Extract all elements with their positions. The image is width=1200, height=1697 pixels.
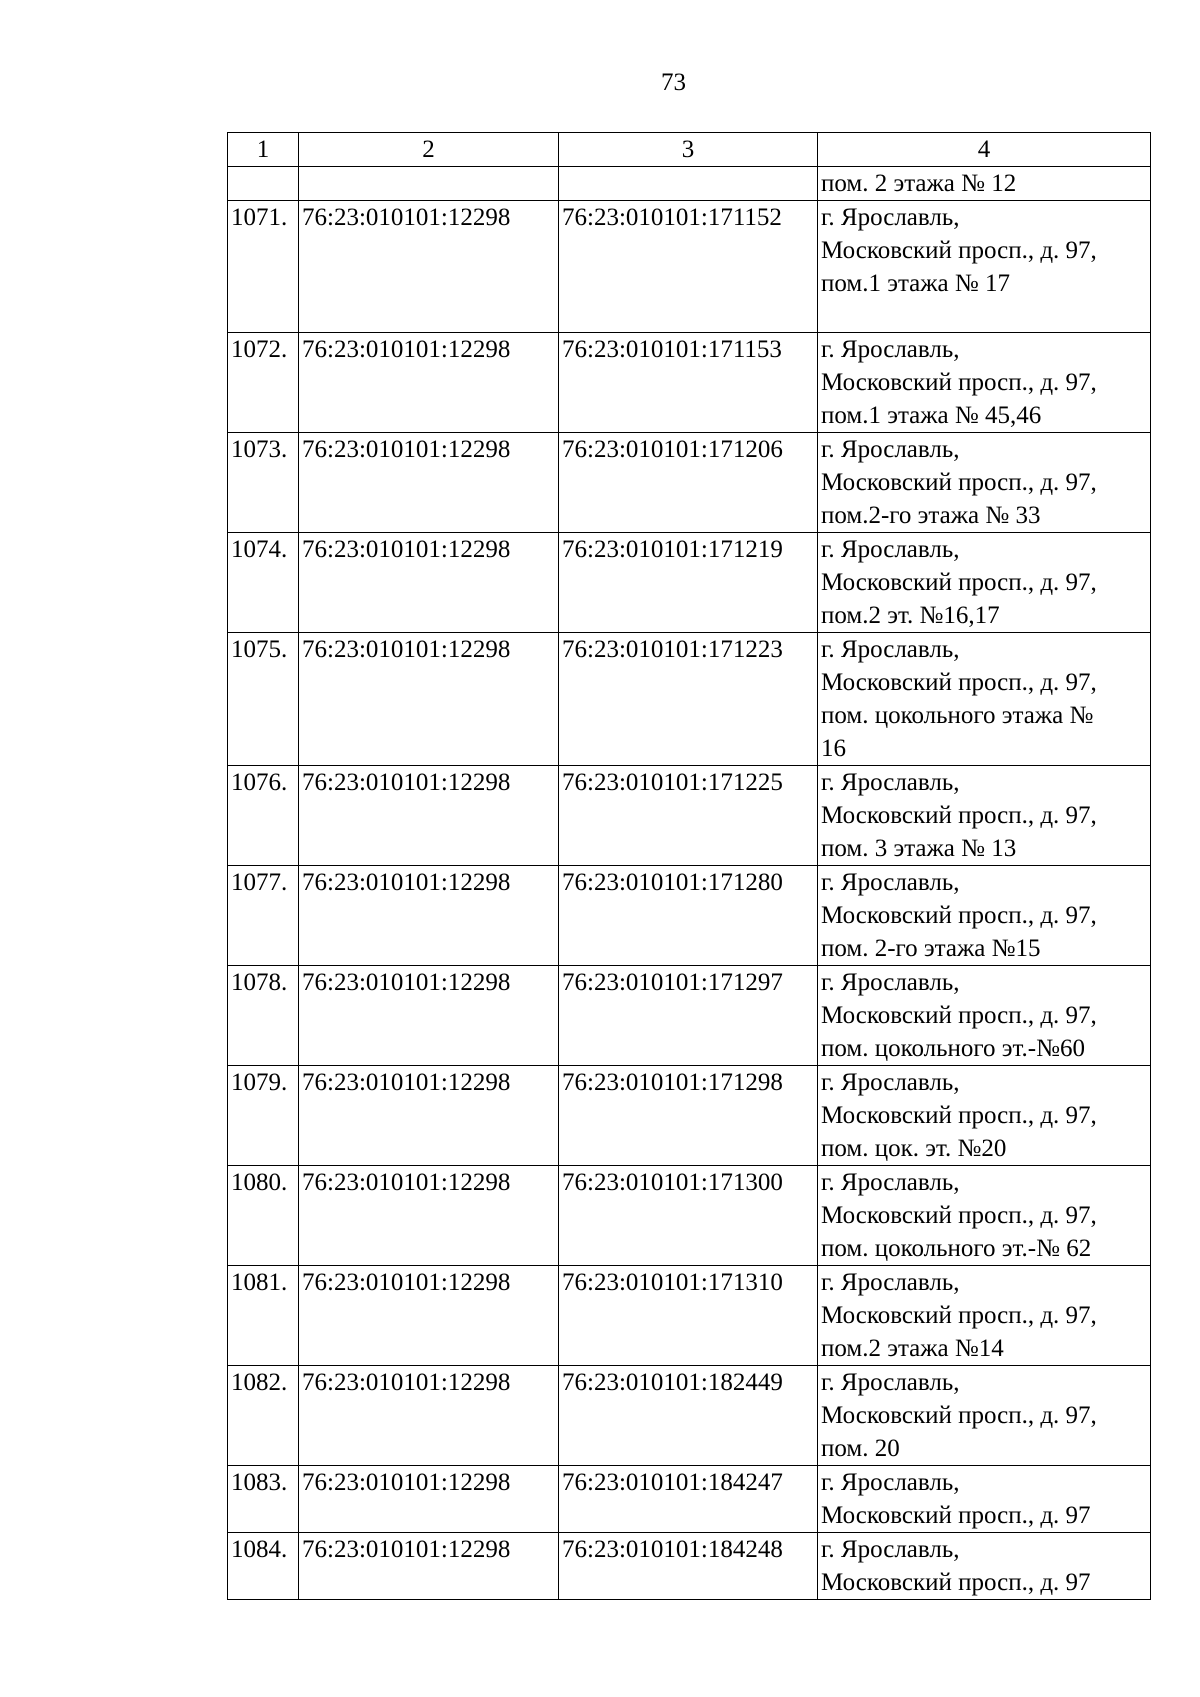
- address-line: г. Ярославль,: [821, 769, 960, 796]
- row-number-cell: 1071.: [228, 201, 299, 333]
- table-row: [228, 201, 1151, 333]
- address-line: г. Ярославль,: [821, 969, 960, 996]
- address-line: Московский просп., д. 97: [821, 1569, 1091, 1596]
- address-cell: [818, 167, 1151, 201]
- address-line: Московский просп., д. 97,: [821, 469, 1097, 496]
- address-line: г. Ярославль,: [821, 436, 960, 463]
- row-number-cell: 1076.: [228, 766, 299, 866]
- address-line: Московский просп., д. 97,: [821, 902, 1097, 929]
- header-col-4: 4: [818, 133, 1151, 167]
- address-line: Московский просп., д. 97,: [821, 237, 1097, 264]
- address-cell: [818, 433, 1151, 533]
- address-line: г. Ярославль,: [821, 536, 960, 563]
- address-line: Московский просп., д. 97,: [821, 669, 1097, 696]
- object-number-cell: 76:23:010101:171206: [559, 433, 818, 533]
- table-row: [228, 1266, 1151, 1366]
- address-line: пом. 2 этажа № 12: [821, 170, 1017, 197]
- address-line: г. Ярославль,: [821, 204, 960, 231]
- address-cell: [818, 866, 1151, 966]
- table-row: [228, 866, 1151, 966]
- object-number-cell: 76:23:010101:182449: [559, 1366, 818, 1466]
- address-line: г. Ярославль,: [821, 1169, 960, 1196]
- address-line: Московский просп., д. 97,: [821, 1402, 1097, 1429]
- parcel-number-cell: 76:23:010101:12298: [299, 966, 559, 1066]
- object-number-cell: 76:23:010101:171152: [559, 201, 818, 333]
- address-line: Московский просп., д. 97,: [821, 569, 1097, 596]
- address-line: пом.2 эт. №16,17: [821, 602, 1000, 629]
- address-line: г. Ярославль,: [821, 636, 960, 663]
- table-body: [228, 167, 1151, 1600]
- table-row: [228, 1366, 1151, 1466]
- address-line: г. Ярославль,: [821, 336, 960, 363]
- header-col-1: 1: [228, 133, 299, 167]
- row-number-cell: [228, 167, 299, 201]
- row-number-cell: 1075.: [228, 633, 299, 766]
- address-line: пом. 3 этажа № 13: [821, 835, 1017, 862]
- table-row: [228, 333, 1151, 433]
- address-line: Московский просп., д. 97,: [821, 369, 1097, 396]
- address-cell: [818, 766, 1151, 866]
- row-number-cell: 1083.: [228, 1466, 299, 1533]
- address-line: пом.2-го этажа № 33: [821, 502, 1041, 529]
- row-number-cell: 1081.: [228, 1266, 299, 1366]
- parcel-number-cell: 76:23:010101:12298: [299, 1366, 559, 1466]
- row-number-cell: 1072.: [228, 333, 299, 433]
- object-number-cell: 76:23:010101:171298: [559, 1066, 818, 1166]
- page-number: 73: [661, 69, 686, 96]
- parcel-number-cell: 76:23:010101:12298: [299, 201, 559, 333]
- row-number-cell: 1074.: [228, 533, 299, 633]
- parcel-number-cell: 76:23:010101:12298: [299, 1466, 559, 1533]
- address-cell: [818, 1466, 1151, 1533]
- parcel-number-cell: [299, 167, 559, 201]
- address-line: пом.2 этажа №14: [821, 1335, 1004, 1362]
- parcel-number-cell: 76:23:010101:12298: [299, 333, 559, 433]
- table-header-row: [228, 133, 1151, 167]
- header-col-2: 2: [299, 133, 559, 167]
- address-line: пом. 2-го этажа №15: [821, 935, 1041, 962]
- parcel-number-cell: 76:23:010101:12298: [299, 533, 559, 633]
- address-line: Московский просп., д. 97: [821, 1502, 1091, 1529]
- address-line: пом.1 этажа № 17: [821, 270, 1011, 297]
- parcel-number-cell: 76:23:010101:12298: [299, 1166, 559, 1266]
- address-line: г. Ярославль,: [821, 1269, 960, 1296]
- table-row: [228, 433, 1151, 533]
- address-cell: [818, 1066, 1151, 1166]
- address-cell: [818, 1266, 1151, 1366]
- table-row: [228, 1466, 1151, 1533]
- address-cell: [818, 201, 1151, 333]
- table-row: [228, 533, 1151, 633]
- address-line: г. Ярославль,: [821, 869, 960, 896]
- address-line: 16: [821, 735, 846, 762]
- table-row: [228, 1066, 1151, 1166]
- address-line: пом. цокольного эт.-№ 62: [821, 1235, 1092, 1262]
- address-line: Московский просп., д. 97,: [821, 1102, 1097, 1129]
- row-number-cell: 1084.: [228, 1533, 299, 1600]
- row-number-cell: 1079.: [228, 1066, 299, 1166]
- parcel-number-cell: 76:23:010101:12298: [299, 1266, 559, 1366]
- address-cell: [818, 1366, 1151, 1466]
- parcel-number-cell: 76:23:010101:12298: [299, 866, 559, 966]
- parcel-number-cell: 76:23:010101:12298: [299, 766, 559, 866]
- registry-table: [227, 132, 1151, 1600]
- header-col-3: 3: [559, 133, 818, 167]
- address-cell: [818, 533, 1151, 633]
- row-number-cell: 1080.: [228, 1166, 299, 1266]
- object-number-cell: 76:23:010101:171223: [559, 633, 818, 766]
- table-row: [228, 633, 1151, 766]
- row-number-cell: 1073.: [228, 433, 299, 533]
- address-line: г. Ярославль,: [821, 1069, 960, 1096]
- object-number-cell: 76:23:010101:171310: [559, 1266, 818, 1366]
- row-number-cell: 1078.: [228, 966, 299, 1066]
- row-number-cell: 1077.: [228, 866, 299, 966]
- table-row: [228, 167, 1151, 201]
- address-line: г. Ярославль,: [821, 1536, 960, 1563]
- parcel-number-cell: 76:23:010101:12298: [299, 433, 559, 533]
- table-row: [228, 766, 1151, 866]
- address-cell: [818, 333, 1151, 433]
- object-number-cell: 76:23:010101:171219: [559, 533, 818, 633]
- address-line: г. Ярославль,: [821, 1369, 960, 1396]
- address-line: пом. 20: [821, 1435, 900, 1462]
- object-number-cell: 76:23:010101:171297: [559, 966, 818, 1066]
- object-number-cell: 76:23:010101:171300: [559, 1166, 818, 1266]
- table-row: [228, 1166, 1151, 1266]
- table-row: [228, 1533, 1151, 1600]
- object-number-cell: 76:23:010101:171153: [559, 333, 818, 433]
- table-row: [228, 966, 1151, 1066]
- object-number-cell: 76:23:010101:184247: [559, 1466, 818, 1533]
- object-number-cell: 76:23:010101:171225: [559, 766, 818, 866]
- address-line: пом.1 этажа № 45,46: [821, 402, 1042, 429]
- address-line: пом. цок. эт. №20: [821, 1135, 1007, 1162]
- address-line: Московский просп., д. 97,: [821, 802, 1097, 829]
- parcel-number-cell: 76:23:010101:12298: [299, 633, 559, 766]
- parcel-number-cell: 76:23:010101:12298: [299, 1533, 559, 1600]
- address-line: Московский просп., д. 97,: [821, 1002, 1097, 1029]
- address-line: г. Ярославль,: [821, 1469, 960, 1496]
- address-line: Московский просп., д. 97,: [821, 1302, 1097, 1329]
- address-cell: [818, 633, 1151, 766]
- address-cell: [818, 1533, 1151, 1600]
- address-line: пом. цокольного эт.-№60: [821, 1035, 1085, 1062]
- address-cell: [818, 966, 1151, 1066]
- object-number-cell: 76:23:010101:184248: [559, 1533, 818, 1600]
- address-cell: [818, 1166, 1151, 1266]
- object-number-cell: 76:23:010101:171280: [559, 866, 818, 966]
- object-number-cell: [559, 167, 818, 201]
- parcel-number-cell: 76:23:010101:12298: [299, 1066, 559, 1166]
- address-line: Московский просп., д. 97,: [821, 1202, 1097, 1229]
- row-number-cell: 1082.: [228, 1366, 299, 1466]
- address-line: пом. цокольного этажа №: [821, 702, 1094, 729]
